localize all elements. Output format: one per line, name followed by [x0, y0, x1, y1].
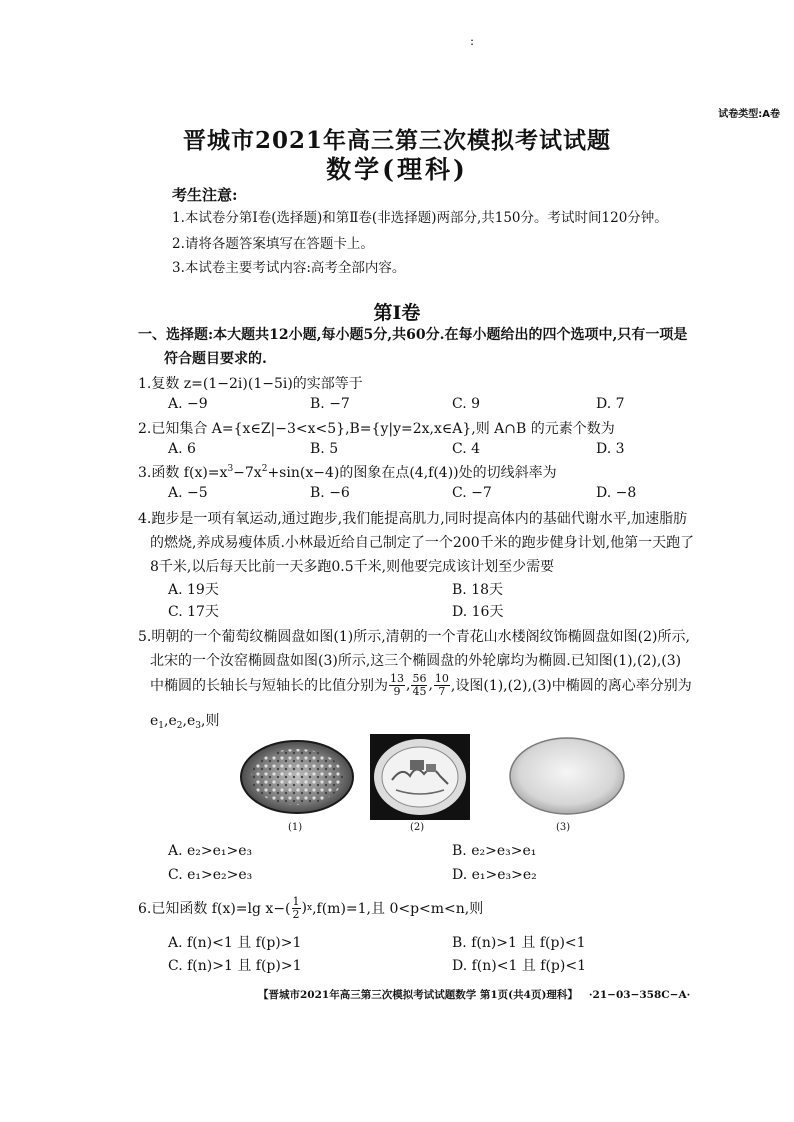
plate-3-caption: (3) [556, 822, 571, 833]
q1-option-d: D. 7 [596, 396, 625, 412]
plate-1-image [240, 740, 355, 815]
question-3-stem: 3.函数 $f(x)=x^3-7x^2+\sin(x-4)$的图象在点(4,f(4))处的切线斜率为 [138, 464, 557, 481]
question-6-stem: 6.已知函数 f(x)=lg x−( $\frac{1}{2}$ ) x ,f(m)=1,且 0<p<m<n,则 [138, 894, 484, 921]
section-instruction: 一、选择题:本大题共12小题,每小题5分,共60分.在每小题给出的四个选项中,只有一项是 [138, 327, 688, 343]
paper-type-label: 试卷类型:A卷 [718, 109, 780, 120]
question-4-stem-cont1: 的燃烧,养成易瘦体质.小林最近给自己制定了一个200千米的跑步健身计划,他第一天跑了 [150, 535, 695, 551]
q6-option-b: B. f(n)>1 且 f(p)<1 [452, 935, 586, 951]
q5-option-a: A. e₂>e₁>e₃ [168, 843, 253, 859]
q5-option-b: B. e₂>e₃>e₁ [452, 843, 537, 859]
q4-option-c: C. 17天 [168, 604, 219, 620]
q3-option-a: A. −5 [168, 485, 208, 501]
notice-item-2: 2.请将各题答案填写在答题卡上。 [172, 236, 374, 252]
notice-item-1: 1.本试卷分第Ⅰ卷(选择题)和第Ⅱ卷(非选择题)两部分,共150分。考试时间120分钟。 [172, 210, 668, 226]
q2-option-d: D. 3 [596, 441, 625, 457]
q2-option-b: B. 5 [310, 441, 339, 457]
q1-option-a: A. −9 [168, 396, 208, 412]
section-instruction-cont: 符合题目要求的. [164, 351, 267, 367]
plate-2-image [370, 734, 470, 820]
plate-1-caption: (1) [288, 822, 303, 833]
top-mark: : [470, 34, 475, 48]
question-4-stem: 4.跑步是一项有氧运动,通过跑步,我们能提高肌力,同时提高体内的基础代谢水平,加速脂肪 [138, 511, 688, 527]
q4-option-b: B. 18天 [452, 582, 504, 598]
q6-option-d: D. f(n)<1 且 f(p)<1 [452, 958, 586, 974]
question-4-stem-cont2: 8千米,以后每天比前一天多跑0.5千米,则他要完成该计划至少需要 [150, 559, 555, 575]
exam-subtitle: 数学(理科) [326, 155, 468, 184]
q6-option-a: A. f(n)<1 且 f(p)>1 [168, 935, 302, 951]
question-5-stem: 5.明朝的一个葡萄纹椭圆盘如图(1)所示,清朝的一个青花山水楼阁纹饰椭圆盘如图(2)所示, [138, 629, 690, 645]
question-5-stem-cont1: 北宋的一个汝窑椭圆盘如图(3)所示,这三个椭圆盘的外轮廓均为椭圆.已知图(1),(2),(3) [150, 653, 682, 669]
q4-option-a: A. 19天 [168, 582, 219, 598]
fraction-1-2: $\frac{1}{2}$ [292, 894, 300, 921]
q2-option-a: A. 6 [168, 441, 196, 457]
q5-option-d: D. e₁>e₃>e₂ [452, 867, 537, 883]
q3-option-c: C. −7 [452, 485, 492, 501]
q3-option-d: D. −8 [596, 485, 637, 501]
plate-3-image [508, 736, 626, 816]
q3-option-b: B. −6 [310, 485, 350, 501]
notice-heading: 考生注意: [172, 186, 238, 204]
q4-option-d: D. 16天 [452, 604, 504, 620]
fraction-10-7: $\frac{10}{7}$ [434, 671, 449, 698]
q1-option-c: C. 9 [452, 396, 481, 412]
question-5-stem-cont2: 中椭圆的长轴长与短轴长的比值分别为 $\frac{13}{9}$ , $\frac{56}{45}$ , $\frac{10}{7}$ ,设图(1),(2),(3)中椭圆的离心率分别为 [150, 671, 692, 698]
q6-option-c: C. f(n)>1 且 f(p)>1 [168, 958, 302, 974]
q5-option-c: C. e₁>e₂>e₃ [168, 867, 253, 883]
question-5-stem-cont3: $e_1,e_2,e_3$,则 [150, 713, 220, 731]
q1-option-b: B. −7 [310, 396, 350, 412]
fraction-56-45: $\frac{56}{45}$ [412, 671, 427, 698]
q2-option-c: C. 4 [452, 441, 481, 457]
paper-code: ·21−03−358C−A· [588, 989, 691, 1001]
section-title: 第Ⅰ卷 [373, 302, 421, 324]
fraction-13-9: $\frac{13}{9}$ [390, 671, 404, 698]
question-2-stem: 2.已知集合 A={x∈Z|−3<x<5},B={y|y=2x,x∈A},则 A∩B 的元素个数为 [138, 421, 615, 437]
exam-title: 晋城市2021年高三第三次模拟考试试题 [182, 127, 611, 154]
page-footer: 【晋城市2021年高三第三次模拟考试试题数学 第1页(共4页)理科】 ·21−03−358C−A· [258, 989, 691, 1001]
plate-2-caption: (2) [410, 822, 425, 833]
question-1-stem: 1.复数 z=(1−2i)(1−5i)的实部等于 [138, 376, 363, 392]
notice-item-3: 3.本试卷主要考试内容:高考全部内容。 [172, 260, 406, 276]
